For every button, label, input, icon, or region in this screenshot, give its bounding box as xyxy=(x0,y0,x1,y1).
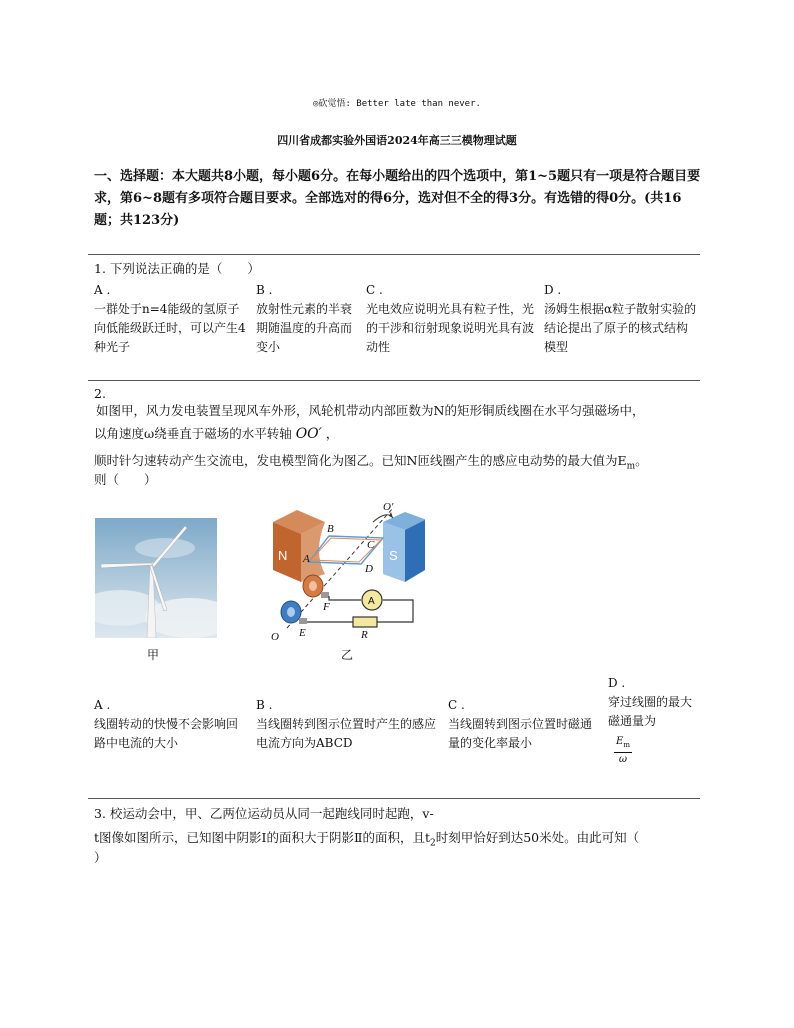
generator-diagram xyxy=(265,500,425,645)
q2-option-a[interactable] xyxy=(94,696,249,753)
q2-option-d[interactable] xyxy=(608,674,700,768)
figure-caption-b: 乙 xyxy=(341,648,354,662)
q1-option-b[interactable] xyxy=(256,281,356,357)
option-text: 当线圈转到图示位置时磁通量的变化率最小 xyxy=(448,717,593,750)
q3-stem-text-end: 时刻甲恰好到达50米处。由此可知（ xyxy=(435,830,640,845)
q1-option-d[interactable] xyxy=(544,281,699,357)
label-b: B xyxy=(327,523,334,535)
q2-number: 2. xyxy=(94,386,106,401)
label-d: D xyxy=(365,563,373,575)
circuit-wire xyxy=(329,596,361,600)
label-o: O xyxy=(271,631,279,643)
option-label: C . xyxy=(366,283,383,297)
label-r: R xyxy=(361,629,368,641)
q2-stem-line1: 如图甲，风力发电装置呈现风车外形，风轮机带动内部匝数为N的矩形铜质线圈在水平匀强磁场中， xyxy=(96,403,645,418)
q1-option-a[interactable] xyxy=(94,281,249,357)
option-label: B . xyxy=(256,283,273,297)
option-text: 穿过线圈的最大磁通量为 xyxy=(608,695,693,728)
label-n: N xyxy=(278,548,288,563)
option-label: B . xyxy=(256,698,273,712)
fraction-e-over-omega xyxy=(608,735,700,768)
fraction xyxy=(614,735,632,767)
label-o-prime: O′ xyxy=(383,501,394,513)
q2-option-b[interactable] xyxy=(256,696,436,753)
option-label: A . xyxy=(94,698,111,712)
option-text: 汤姆生根据α粒子散射实验的结论提出了原子的核式结构模型 xyxy=(544,302,697,354)
option-label: A . xyxy=(94,283,111,297)
label-f: F xyxy=(323,601,330,613)
slip-ring-hub xyxy=(287,607,295,617)
option-text: 一群处于n=4能级的氢原子向低能级跃迁时，可以产生4种光子 xyxy=(94,302,246,354)
s-magnet xyxy=(405,520,425,582)
q3-subscript: 2 xyxy=(429,838,436,849)
figure-caption-a: 甲 xyxy=(147,648,160,662)
brush-f xyxy=(321,592,329,598)
q2-stem-line4: 则（ ） xyxy=(94,472,157,487)
q1-option-c[interactable] xyxy=(366,281,534,357)
q3-stem-line2 xyxy=(94,828,706,854)
label-e: E xyxy=(299,627,306,639)
option-text: 光电效应说明光具有粒子性，光的干涉和衍射现象说明光具有波动性 xyxy=(366,302,535,354)
fraction-numerator xyxy=(614,735,632,753)
brush-e xyxy=(299,618,307,624)
q3-stem-line3: ） xyxy=(94,850,107,865)
q2-stem-punct: 。 xyxy=(635,453,648,468)
fraction-denominator: ω xyxy=(618,754,628,765)
slip-ring-hub xyxy=(309,581,317,591)
question-divider xyxy=(88,798,700,799)
option-text: 线圈转动的快慢不会影响回路中电流的大小 xyxy=(94,717,239,750)
option-text: 当线圈转到图示位置时产生的感应电流方向为ABCD xyxy=(256,717,437,750)
resistor xyxy=(353,617,377,627)
numerator-subscript: m xyxy=(623,741,630,749)
page-title: 四川省成都实验外国语2024年高三三模物理试题 xyxy=(277,134,517,147)
motto: ◎砍觉悟: Better late than never. xyxy=(313,99,481,109)
option-label: D . xyxy=(608,676,626,690)
section-instructions: 一、选择题：本大题共8小题，每小题6分。在每小题给出的四个选项中，第1~5题只有一项是符合题目要求，第6~8题有多项符合题目要求。全部选对的得6分，选对但不全的得3分。有选错的得0分。(共16题；共123分) xyxy=(94,169,701,228)
q2-subscript: m xyxy=(626,461,636,472)
label-c: C xyxy=(367,539,375,551)
q3-stem-text: t图像如图所示，已知图中阴影Ⅰ的面积大于阴影Ⅱ的面积，且t xyxy=(94,830,430,845)
q2-stem-text: 以角速度ω绕垂直于磁场的水平转轴 xyxy=(94,426,292,441)
q2-stem-text: 顺时针匀速转动产生交流电，发电模型简化为图乙。已知N匝线圈产生的感应电动势的最大值为E xyxy=(94,453,627,468)
label-a: A xyxy=(303,553,310,565)
q1-stem: 1. 下列说法正确的是（ ） xyxy=(94,261,260,276)
question-divider xyxy=(88,254,700,255)
numerator-symbol: E xyxy=(616,736,624,747)
question-divider xyxy=(88,380,700,381)
option-text: 放射性元素的半衰期随温度的升高而变小 xyxy=(256,302,353,354)
q3-stem-line1: 3. 校运动会中，甲、乙两位运动员从同一起跑线同时起跑，v- xyxy=(94,806,434,821)
label-s: S xyxy=(389,548,398,563)
q2-stem-line2 xyxy=(94,424,338,444)
option-label: C . xyxy=(448,698,465,712)
circuit-wire xyxy=(377,600,413,622)
q2-stem-punct: ， xyxy=(325,426,339,441)
q2-stem-line3 xyxy=(94,451,706,477)
wind-turbine-photo xyxy=(95,518,217,638)
q2-axis-symbol: OO′ xyxy=(295,426,322,442)
ammeter-label: A xyxy=(368,596,375,607)
q2-option-c[interactable] xyxy=(448,696,603,753)
option-label: D . xyxy=(544,283,562,297)
